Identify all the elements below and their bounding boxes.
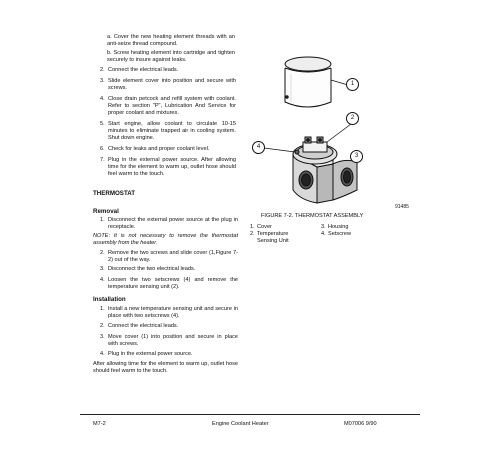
step-text: Close drain petcock and refill system with coolant. Refer to section "P", Lubrication And Service for proper coolant and mixtures. [108, 96, 236, 116]
step-number: 2. [100, 67, 105, 73]
step-text: Connect the electrical leads. [108, 67, 179, 73]
legend-number: 1. [250, 224, 255, 230]
legend-label: Housing [328, 224, 349, 230]
step-text: Install a new temperature sensing unit and secure in place with two setscrews (4). [108, 306, 238, 319]
step-text: Connect the electrical leads. [108, 323, 179, 329]
callout-3: 3 [350, 150, 363, 163]
step-number: 4. [100, 351, 105, 357]
step-text: Disconnect the two electrical leads. [108, 266, 196, 272]
step-number: 4. [100, 277, 105, 283]
legend-label: Cover [257, 224, 272, 230]
cover-drawing [285, 57, 331, 107]
step-number: 2. [100, 323, 105, 329]
step-number: 3. [100, 78, 105, 84]
footer-title: Engine Coolant Heater [212, 421, 269, 427]
step-text: Check for leaks and proper coolant level. [108, 146, 210, 152]
subsection-title-installation: Installation [93, 296, 126, 303]
callout-1: 1 [346, 78, 359, 91]
step-number: 1. [100, 217, 105, 223]
legend-label: Temperature Sensing Unit [257, 231, 289, 244]
step-number: 5. [100, 121, 105, 127]
step-number: 4. [100, 96, 105, 102]
thermostat-assembly-illustration [245, 40, 420, 210]
legend-number: 2. [250, 231, 255, 237]
step-text: Start engine, allow coolant to circulate 10-15 minutes to eliminate trapped air in cooling system. Shut down engine. [108, 121, 236, 141]
step-text: Slide element cover into position and secure with screws. [108, 78, 236, 91]
footer-doc-code: M07006 9/90 [344, 421, 377, 427]
step-text: Plug in the external power source. [108, 351, 193, 357]
step-number: 7. [100, 157, 105, 163]
figure-caption: FIGURE 7-2. THERMOSTAT ASSEMBLY [261, 213, 364, 219]
legend-number: 3. [321, 224, 326, 230]
step-number: 6. [100, 146, 105, 152]
step-number: 3. [100, 334, 105, 340]
sub-step-b: b. Screw heating element into cartridge and tighten securely to insure against leaks. [107, 50, 235, 63]
step-number: 3. [100, 266, 105, 272]
step-text: Plug in the external power source. After allowing time for the element to warm up, outlet hose should feel warm to the touch. [108, 157, 236, 177]
step-text: Loosen the two setscrews (4) and remove the temperature sensing unit (2). [108, 277, 238, 290]
step-text: Disconnect the external power source at the plug in receptacle. [108, 217, 238, 230]
legend-label: Setscrew [328, 231, 352, 237]
section-title-thermostat: THERMOSTAT [93, 190, 136, 197]
closing-paragraph: After allowing time for the element to warm up, outlet hose should feel warm to the touch. [93, 361, 238, 374]
housing-drawing [293, 137, 357, 203]
callout-2: 2 [346, 112, 359, 125]
footer-page-number: M7-2 [93, 421, 106, 427]
step-number: 2. [100, 250, 105, 256]
figure-id: 91485 [395, 204, 409, 210]
step-number: 1. [100, 306, 105, 312]
step-text: Move cover (1) into position and secure in place with screws. [108, 334, 238, 347]
legend-number: 4. [321, 231, 326, 237]
footer-rule [80, 414, 420, 415]
step-text: Remove the two screws and slide cover (1,Figure 7-2) out of the way. [108, 250, 238, 263]
subsection-title-removal: Removal [93, 208, 119, 215]
sub-step-a: a. Cover the new heating element threads with an anti-seize thread compound. [107, 34, 235, 47]
callout-4: 4 [252, 141, 265, 154]
note: NOTE: It is not necessary to remove the thermostat assembly from the heater. [93, 233, 238, 246]
